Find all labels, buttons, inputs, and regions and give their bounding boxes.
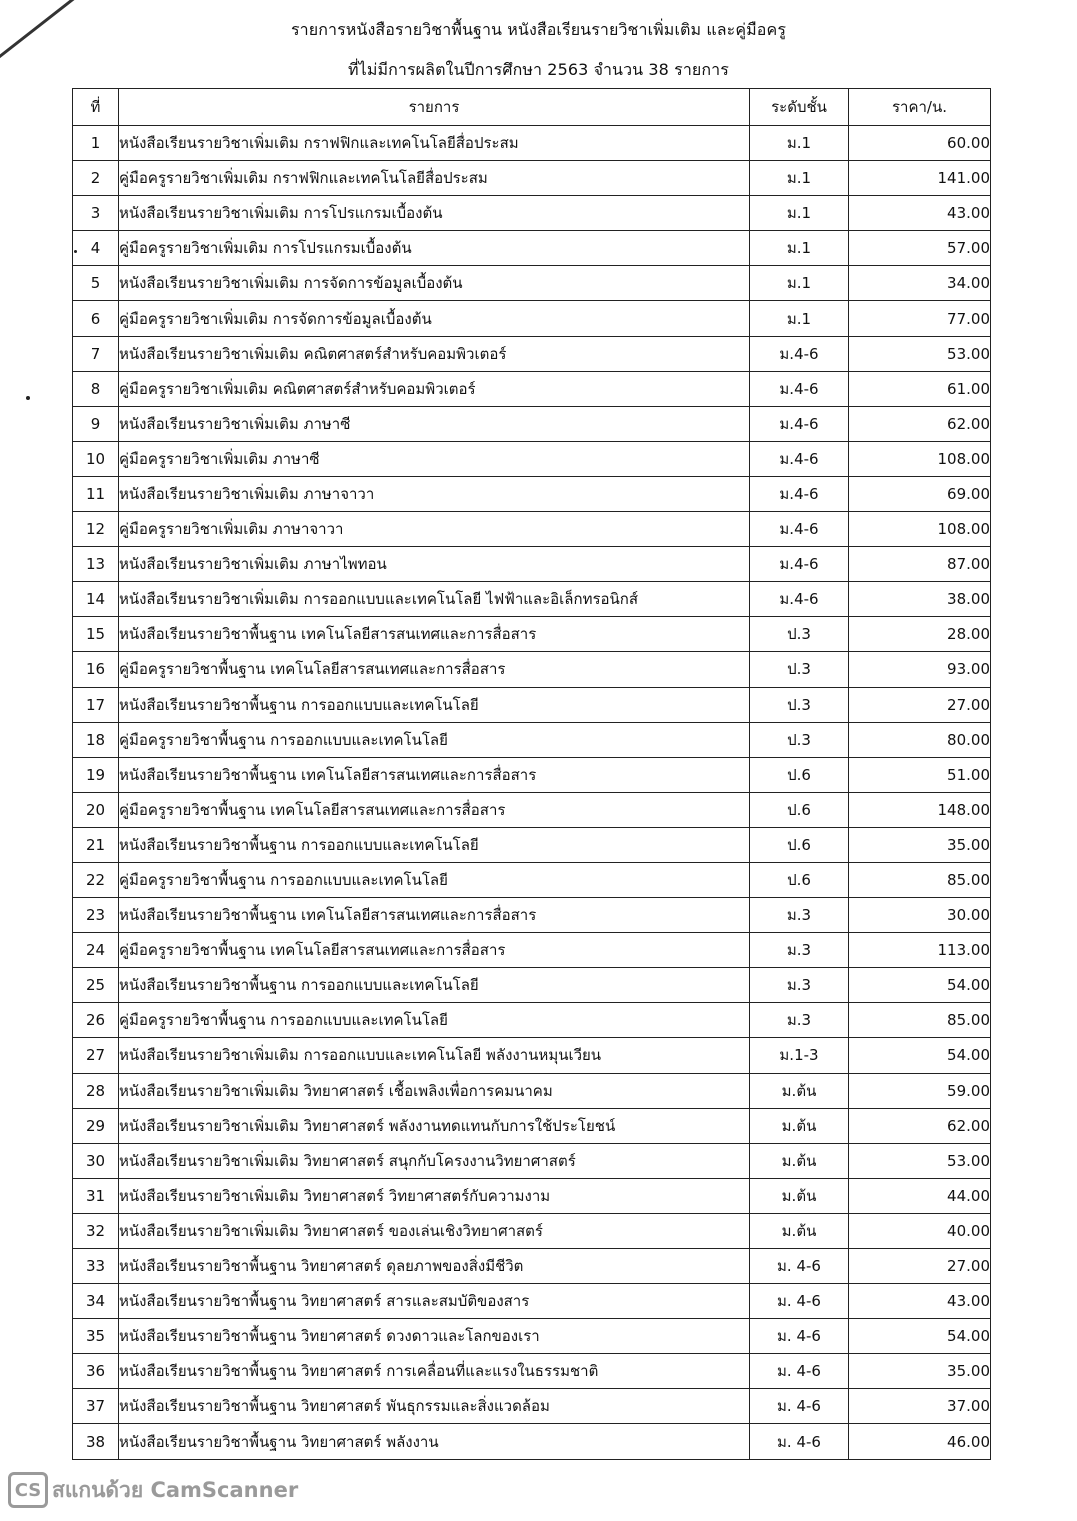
row-level: ม.1 xyxy=(750,126,849,161)
row-price: 40.00 xyxy=(849,1213,991,1248)
row-price: 53.00 xyxy=(849,336,991,371)
column-header-no: ที่ xyxy=(73,89,119,126)
row-item: หนังสือเรียนรายวิชาเพิ่มเติม ภาษาไพทอน xyxy=(119,547,750,582)
row-number: 32 xyxy=(73,1213,119,1248)
row-level: ม.3 xyxy=(750,898,849,933)
row-level: ม.3 xyxy=(750,1003,849,1038)
table-header-row xyxy=(73,89,991,126)
table-row xyxy=(73,933,991,968)
row-item: หนังสือเรียนรายวิชาพื้นฐาน การออกแบบและเทคโนโลยี xyxy=(119,968,750,1003)
row-price: 51.00 xyxy=(849,757,991,792)
row-number: 4 xyxy=(73,231,119,266)
row-price: 85.00 xyxy=(849,1003,991,1038)
row-level: ม. 4-6 xyxy=(750,1284,849,1319)
row-number: 6 xyxy=(73,301,119,336)
row-level: ม.ต้น xyxy=(750,1073,849,1108)
table-row xyxy=(73,1389,991,1424)
row-price: 108.00 xyxy=(849,441,991,476)
row-number: 34 xyxy=(73,1284,119,1319)
row-number: 20 xyxy=(73,792,119,827)
row-level: ม.1 xyxy=(750,196,849,231)
table-row xyxy=(73,1143,991,1178)
row-level: ป.6 xyxy=(750,862,849,897)
row-number: 38 xyxy=(73,1424,119,1459)
table-row xyxy=(73,476,991,511)
row-number: 29 xyxy=(73,1108,119,1143)
row-level: ม.4-6 xyxy=(750,441,849,476)
row-price: 35.00 xyxy=(849,827,991,862)
table-row xyxy=(73,1284,991,1319)
document-title: รายการหนังสือรายวิชาพื้นฐาน หนังสือเรียนรายวิชาเพิ่มเติม และคู่มือครู xyxy=(290,20,787,39)
row-price: 108.00 xyxy=(849,512,991,547)
table-row xyxy=(73,1073,991,1108)
row-item: หนังสือเรียนรายวิชาพื้นฐาน เทคโนโลยีสารสนเทศและการสื่อสาร xyxy=(119,757,750,792)
table-row xyxy=(73,336,991,371)
document-subtitle: ที่ไม่มีการผลิตในปีการศึกษา 2563 จำนวน 38 รายการ xyxy=(348,60,729,79)
row-price: 85.00 xyxy=(849,862,991,897)
table-row xyxy=(73,1038,991,1073)
row-price: 93.00 xyxy=(849,652,991,687)
row-level: ม.4-6 xyxy=(750,582,849,617)
row-item: หนังสือเรียนรายวิชาพื้นฐาน วิทยาศาสตร์ พันธุกรรมและสิ่งแวดล้อม xyxy=(119,1389,750,1424)
table-row xyxy=(73,161,991,196)
row-number: 16 xyxy=(73,652,119,687)
row-price: 57.00 xyxy=(849,231,991,266)
row-number: 24 xyxy=(73,933,119,968)
row-item: หนังสือเรียนรายวิชาพื้นฐาน วิทยาศาสตร์ ดวงดาวและโลกของเรา xyxy=(119,1319,750,1354)
table-row xyxy=(73,722,991,757)
row-number: 13 xyxy=(73,547,119,582)
table-row xyxy=(73,1424,991,1459)
row-number: 25 xyxy=(73,968,119,1003)
row-item: คู่มือครูรายวิชาเพิ่มเติม ภาษาซี xyxy=(119,441,750,476)
row-item: คู่มือครูรายวิชาเพิ่มเติม คณิตศาสตร์สำหรับคอมพิวเตอร์ xyxy=(119,371,750,406)
book-list-table xyxy=(72,88,991,1460)
table-row xyxy=(73,1178,991,1213)
row-level: ม. 4-6 xyxy=(750,1249,849,1284)
row-level: ม. 4-6 xyxy=(750,1389,849,1424)
row-level: ม.4-6 xyxy=(750,371,849,406)
row-level: ม.ต้น xyxy=(750,1213,849,1248)
table-row xyxy=(73,827,991,862)
row-number: 35 xyxy=(73,1319,119,1354)
row-price: 38.00 xyxy=(849,582,991,617)
row-number: 36 xyxy=(73,1354,119,1389)
row-price: 62.00 xyxy=(849,1108,991,1143)
row-number: 7 xyxy=(73,336,119,371)
row-price: 60.00 xyxy=(849,126,991,161)
row-number: 19 xyxy=(73,757,119,792)
camscanner-watermark xyxy=(8,1470,298,1510)
row-price: 77.00 xyxy=(849,301,991,336)
row-level: ป.3 xyxy=(750,687,849,722)
row-level: ม. 4-6 xyxy=(750,1319,849,1354)
row-level: ป.6 xyxy=(750,757,849,792)
row-price: 44.00 xyxy=(849,1178,991,1213)
row-level: ป.6 xyxy=(750,827,849,862)
table-row xyxy=(73,512,991,547)
row-number: 14 xyxy=(73,582,119,617)
row-price: 43.00 xyxy=(849,196,991,231)
row-number: 15 xyxy=(73,617,119,652)
row-price: 113.00 xyxy=(849,933,991,968)
row-item: หนังสือเรียนรายวิชาเพิ่มเติม การจัดการข้อมูลเบื้องต้น xyxy=(119,266,750,301)
row-item: หนังสือเรียนรายวิชาเพิ่มเติม การออกแบบและเทคโนโลยี ไฟฟ้าและอิเล็กทรอนิกส์ xyxy=(119,582,750,617)
row-item: หนังสือเรียนรายวิชาเพิ่มเติม การโปรแกรมเบื้องต้น xyxy=(119,196,750,231)
row-price: 34.00 xyxy=(849,266,991,301)
row-level: ม.ต้น xyxy=(750,1108,849,1143)
row-item: หนังสือเรียนรายวิชาพื้นฐาน วิทยาศาสตร์ สารและสมบัติของสาร xyxy=(119,1284,750,1319)
row-level: ป.3 xyxy=(750,722,849,757)
row-level: ม.4-6 xyxy=(750,547,849,582)
row-item: หนังสือเรียนรายวิชาพื้นฐาน เทคโนโลยีสารสนเทศและการสื่อสาร xyxy=(119,898,750,933)
row-price: 148.00 xyxy=(849,792,991,827)
row-price: 54.00 xyxy=(849,1038,991,1073)
table-row xyxy=(73,1354,991,1389)
row-number: 8 xyxy=(73,371,119,406)
row-number: 2 xyxy=(73,161,119,196)
table-row xyxy=(73,266,991,301)
row-number: 18 xyxy=(73,722,119,757)
row-number: 1 xyxy=(73,126,119,161)
row-number: 22 xyxy=(73,862,119,897)
row-price: 59.00 xyxy=(849,1073,991,1108)
row-price: 62.00 xyxy=(849,406,991,441)
row-price: 54.00 xyxy=(849,1319,991,1354)
column-header-item: รายการ xyxy=(119,89,750,126)
row-item: หนังสือเรียนรายวิชาเพิ่มเติม วิทยาศาสตร์ เชื้อเพลิงเพื่อการคมนาคม xyxy=(119,1073,750,1108)
row-number: 30 xyxy=(73,1143,119,1178)
row-level: ม.1 xyxy=(750,301,849,336)
row-item: หนังสือเรียนรายวิชาเพิ่มเติม ภาษาซี xyxy=(119,406,750,441)
row-item: คู่มือครูรายวิชาพื้นฐาน เทคโนโลยีสารสนเทศและการสื่อสาร xyxy=(119,652,750,687)
row-level: ม.ต้น xyxy=(750,1143,849,1178)
table-row xyxy=(73,406,991,441)
row-price: 43.00 xyxy=(849,1284,991,1319)
row-price: 61.00 xyxy=(849,371,991,406)
row-item: หนังสือเรียนรายวิชาพื้นฐาน เทคโนโลยีสารสนเทศและการสื่อสาร xyxy=(119,617,750,652)
row-number: 28 xyxy=(73,1073,119,1108)
table-row xyxy=(73,547,991,582)
row-level: ม.1 xyxy=(750,266,849,301)
row-number: 5 xyxy=(73,266,119,301)
table-body xyxy=(73,126,991,1460)
row-level: ม.4-6 xyxy=(750,512,849,547)
row-number: 21 xyxy=(73,827,119,862)
row-price: 46.00 xyxy=(849,1424,991,1459)
row-item: หนังสือเรียนรายวิชาพื้นฐาน วิทยาศาสตร์ ดุลยภาพของสิ่งมีชีวิต xyxy=(119,1249,750,1284)
row-item: คู่มือครูรายวิชาเพิ่มเติม กราฟฟิกและเทคโนโลยีสื่อประสม xyxy=(119,161,750,196)
row-item: คู่มือครูรายวิชาเพิ่มเติม ภาษาจาวา xyxy=(119,512,750,547)
row-price: 27.00 xyxy=(849,1249,991,1284)
row-level: ม.1-3 xyxy=(750,1038,849,1073)
row-item: คู่มือครูรายวิชาพื้นฐาน การออกแบบและเทคโนโลยี xyxy=(119,1003,750,1038)
table-row xyxy=(73,301,991,336)
table-row xyxy=(73,687,991,722)
table-row xyxy=(73,1108,991,1143)
row-price: 80.00 xyxy=(849,722,991,757)
table-row xyxy=(73,968,991,1003)
row-item: หนังสือเรียนรายวิชาพื้นฐาน วิทยาศาสตร์ พลังงาน xyxy=(119,1424,750,1459)
row-item: คู่มือครูรายวิชาพื้นฐาน การออกแบบและเทคโนโลยี xyxy=(119,862,750,897)
row-item: หนังสือเรียนรายวิชาเพิ่มเติม การออกแบบและเทคโนโลยี พลังงานหมุนเวียน xyxy=(119,1038,750,1073)
row-level: ม.4-6 xyxy=(750,406,849,441)
table-row xyxy=(73,617,991,652)
row-price: 28.00 xyxy=(849,617,991,652)
camscanner-logo-icon: CS xyxy=(8,1472,48,1508)
table-row xyxy=(73,757,991,792)
row-number: 37 xyxy=(73,1389,119,1424)
row-price: 35.00 xyxy=(849,1354,991,1389)
table-row xyxy=(73,652,991,687)
row-number: 17 xyxy=(73,687,119,722)
row-price: 37.00 xyxy=(849,1389,991,1424)
table-row xyxy=(73,441,991,476)
column-header-level: ระดับชั้น xyxy=(750,89,849,126)
row-level: ม.3 xyxy=(750,933,849,968)
row-item: หนังสือเรียนรายวิชาพื้นฐาน วิทยาศาสตร์ การเคลื่อนที่และแรงในธรรมชาติ xyxy=(119,1354,750,1389)
row-number: 23 xyxy=(73,898,119,933)
table-row xyxy=(73,1319,991,1354)
table-row xyxy=(73,1213,991,1248)
row-level: ม.4-6 xyxy=(750,336,849,371)
row-level: ม. 4-6 xyxy=(750,1354,849,1389)
row-item: หนังสือเรียนรายวิชาเพิ่มเติม วิทยาศาสตร์ วิทยาศาสตร์กับความงาม xyxy=(119,1178,750,1213)
row-price: 27.00 xyxy=(849,687,991,722)
row-item: หนังสือเรียนรายวิชาเพิ่มเติม กราฟฟิกและเทคโนโลยีสื่อประสม xyxy=(119,126,750,161)
table-row xyxy=(73,898,991,933)
row-item: หนังสือเรียนรายวิชาเพิ่มเติม วิทยาศาสตร์ สนุกกับโครงงานวิทยาศาสตร์ xyxy=(119,1143,750,1178)
row-number: 31 xyxy=(73,1178,119,1213)
row-item: หนังสือเรียนรายวิชาพื้นฐาน การออกแบบและเทคโนโลยี xyxy=(119,687,750,722)
row-number: 11 xyxy=(73,476,119,511)
row-level: ป.6 xyxy=(750,792,849,827)
row-item: หนังสือเรียนรายวิชาเพิ่มเติม คณิตศาสตร์สำหรับคอมพิวเตอร์ xyxy=(119,336,750,371)
row-item: หนังสือเรียนรายวิชาพื้นฐาน การออกแบบและเทคโนโลยี xyxy=(119,827,750,862)
row-number: 9 xyxy=(73,406,119,441)
row-item: คู่มือครูรายวิชาพื้นฐาน เทคโนโลยีสารสนเทศและการสื่อสาร xyxy=(119,933,750,968)
row-level: ม.ต้น xyxy=(750,1178,849,1213)
row-item: หนังสือเรียนรายวิชาเพิ่มเติม ภาษาจาวา xyxy=(119,476,750,511)
row-price: 69.00 xyxy=(849,476,991,511)
table-row xyxy=(73,862,991,897)
row-item: คู่มือครูรายวิชาเพิ่มเติม การจัดการข้อมูลเบื้องต้น xyxy=(119,301,750,336)
row-price: 87.00 xyxy=(849,547,991,582)
row-level: ม.3 xyxy=(750,968,849,1003)
row-number: 26 xyxy=(73,1003,119,1038)
scan-speck xyxy=(26,396,30,400)
table-row xyxy=(73,126,991,161)
row-level: ม. 4-6 xyxy=(750,1424,849,1459)
watermark-text: สแกนด้วย CamScanner xyxy=(52,1477,299,1502)
row-level: ม.1 xyxy=(750,231,849,266)
table-row xyxy=(73,371,991,406)
column-header-price: ราคา/น. xyxy=(849,89,991,126)
table-row xyxy=(73,792,991,827)
row-level: ป.3 xyxy=(750,617,849,652)
table-row xyxy=(73,582,991,617)
row-price: 30.00 xyxy=(849,898,991,933)
row-item: คู่มือครูรายวิชาพื้นฐาน เทคโนโลยีสารสนเทศและการสื่อสาร xyxy=(119,792,750,827)
row-item: คู่มือครูรายวิชาเพิ่มเติม การโปรแกรมเบื้องต้น xyxy=(119,231,750,266)
row-price: 53.00 xyxy=(849,1143,991,1178)
row-number: 33 xyxy=(73,1249,119,1284)
row-number: 3 xyxy=(73,196,119,231)
row-level: ป.3 xyxy=(750,652,849,687)
row-level: ม.4-6 xyxy=(750,476,849,511)
table-row xyxy=(73,231,991,266)
table-row xyxy=(73,1249,991,1284)
row-number: 12 xyxy=(73,512,119,547)
row-number: 10 xyxy=(73,441,119,476)
row-item: หนังสือเรียนรายวิชาเพิ่มเติม วิทยาศาสตร์ ของเล่นเชิงวิทยาศาสตร์ xyxy=(119,1213,750,1248)
row-level: ม.1 xyxy=(750,161,849,196)
table-row xyxy=(73,1003,991,1038)
row-item: คู่มือครูรายวิชาพื้นฐาน การออกแบบและเทคโนโลยี xyxy=(119,722,750,757)
row-price: 54.00 xyxy=(849,968,991,1003)
row-item: หนังสือเรียนรายวิชาเพิ่มเติม วิทยาศาสตร์ พลังงานทดแทนกับการใช้ประโยชน์ xyxy=(119,1108,750,1143)
table-row xyxy=(73,196,991,231)
row-number: 27 xyxy=(73,1038,119,1073)
row-price: 141.00 xyxy=(849,161,991,196)
